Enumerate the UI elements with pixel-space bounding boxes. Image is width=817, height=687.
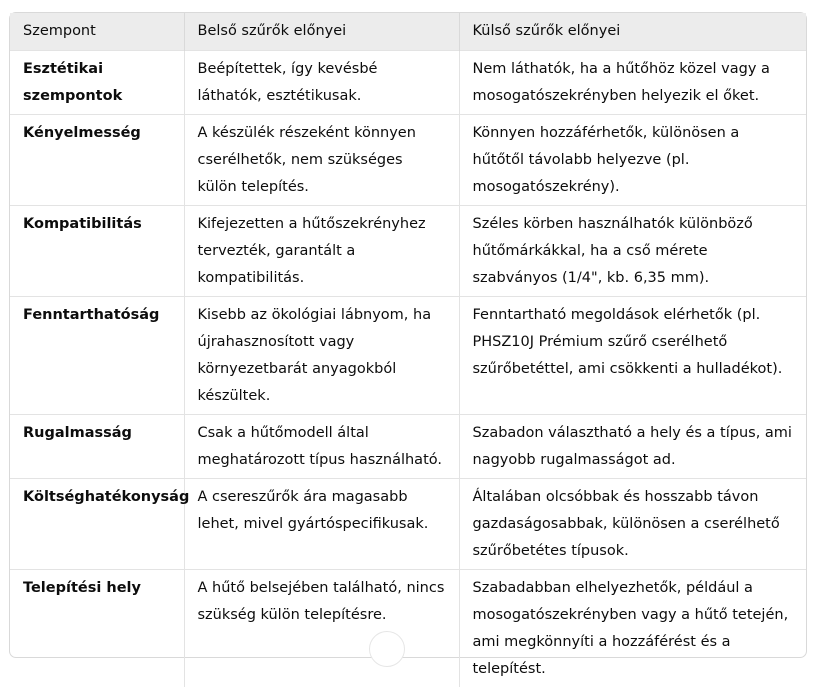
external-cell: Nem láthatók, ha a hűtőhöz közel vagy a mosogatószekrényben helyezik el őket. [459,50,806,114]
scroll-down-button[interactable] [369,631,405,667]
internal-cell: Kisebb az ökológiai lábnyom, ha újrahasznosított vagy környezetbarát anyagokból készültek. [184,296,459,414]
table-row [10,414,806,478]
internal-cell: A készülék részeként könnyen cserélhetők, nem szükséges külön telepítés. [184,114,459,205]
internal-cell: Csak a hűtőmodell által meghatározott típus használható. [184,414,459,478]
table-header [10,13,806,50]
external-cell: Általában olcsóbbak és hosszabb távon gazdaságosabbak, különösen a cserélhető szűrőbetétes típusok. [459,478,806,569]
external-cell: Széles körben használhatók különböző hűtőmárkákkal, ha a cső mérete szabványos (1/4", kb. 6,35 mm). [459,205,806,296]
external-cell: Szabadon választható a hely és a típus, ami nagyobb rugalmasságot ad. [459,414,806,478]
internal-cell: A csereszűrők ára magasabb lehet, mivel gyártóspecifikusak. [184,478,459,569]
header-external-filters: Külső szűrők előnyei [472,23,621,40]
comparison-table-container [9,12,807,677]
criterion-cell: Telepítési hely [10,569,184,687]
table-row [10,478,806,569]
criterion-cell: Kényelmesség [10,114,184,205]
header-criterion: Szempont [10,13,184,50]
external-cell: Szabadabban elhelyezhetők, például a mosogatószekrényben vagy a hűtő tetején, ami megkönnyíti a hozzáférést és a telepítést. [459,569,806,687]
internal-cell: Kifejezetten a hűtőszekrényhez tervezték, garantált a kompatibilitás. [184,205,459,296]
table-body [10,50,806,687]
criterion-cell: Esztétikai szempontok [10,50,184,114]
criterion-cell: Költséghatékonyság [10,478,184,569]
table-row [10,50,806,114]
table-row [10,205,806,296]
header-internal-filters: Belső szűrők előnyei [184,13,459,50]
table-row [10,296,806,414]
internal-cell: Beépítettek, így kevésbé láthatók, esztétikusak. [184,50,459,114]
comparison-table [10,13,806,687]
external-cell: Könnyen hozzáférhetők, különösen a hűtőtől távolabb helyezve (pl. mosogatószekrény). [459,114,806,205]
external-cell: Fenntartható megoldások elérhetők (pl. PHSZ10J Prémium szűrő cserélhető szűrőbetéttel, ami csökkenti a hulladékot). [459,296,806,414]
table-row [10,114,806,205]
internal-cell: A hűtő belsejében található, nincs szükség külön telepítésre. [184,569,459,687]
table-row [10,569,806,687]
criterion-cell: Rugalmasság [10,414,184,478]
header-row [10,13,806,50]
criterion-cell: Kompatibilitás [10,205,184,296]
criterion-cell: Fenntarthatóság [10,296,184,414]
